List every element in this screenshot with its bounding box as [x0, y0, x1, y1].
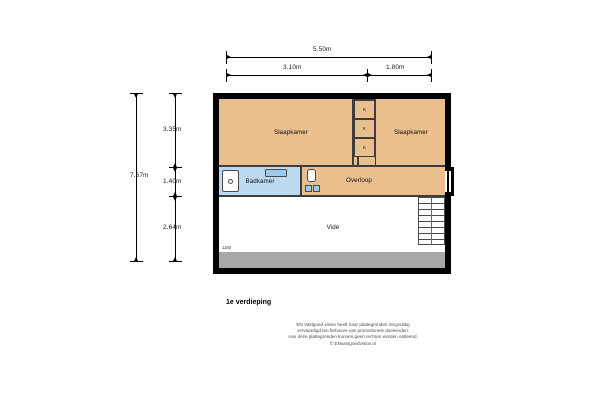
dimension-arrow	[134, 257, 138, 261]
dimension-arrow	[363, 73, 367, 77]
disclaimer-line-4: © ENvastgoedvision.nl	[329, 340, 377, 346]
dimension-arrow	[173, 94, 177, 98]
wall-left	[213, 93, 219, 274]
dimension-arrow	[173, 197, 177, 201]
floorplan-caption: 1e verdieping	[226, 299, 272, 306]
closet-label: K	[362, 126, 366, 131]
washbasin-fixture	[265, 169, 287, 177]
dimension-line-top-right	[367, 75, 431, 76]
dimension-arrow	[227, 73, 231, 77]
dimension-left-segment-3: 2.64m	[163, 224, 182, 231]
room-label-slaapkamer-right: Slaapkamer	[393, 129, 429, 136]
closet-3	[354, 138, 375, 157]
dimension-arrow	[427, 73, 431, 77]
partition-bedrooms-bottom	[219, 165, 445, 167]
dimension-arrow	[173, 168, 177, 172]
partition-overloop-bottom	[219, 195, 445, 197]
wall-bottom	[213, 268, 451, 274]
floorplan-drawing	[213, 93, 457, 274]
disclaimer-line-3: Aan deze plattegronden kunnen geen rechten worden ontleend.	[288, 334, 418, 340]
room-label-badkamer: Badkamer	[245, 178, 275, 185]
dimension-arrow	[173, 192, 177, 196]
disclaimer-block	[238, 322, 468, 347]
dimension-top-left-segment: 3.10m	[283, 64, 302, 71]
dimension-left-overall: 7.67m	[130, 172, 149, 179]
void-band	[219, 252, 445, 268]
wall-right-lower	[445, 196, 451, 274]
meter-cabinet-fixture	[313, 185, 320, 192]
window-right-outer-frame	[451, 167, 454, 196]
dimension-tick	[169, 261, 182, 262]
dimension-left-segment-2: 1.40m	[163, 178, 182, 185]
disclaimer-line-1: EN Vastgoed visien heeft haar plattegronden zorgvuldig	[296, 322, 410, 327]
room-label-slaapkamer-left: Slaapkamer	[273, 129, 309, 136]
window-right	[447, 171, 449, 192]
partition-closet-block-right	[375, 99, 377, 165]
closet-label: K	[362, 145, 366, 150]
dimension-line-top-left	[226, 75, 367, 76]
dimension-tick	[431, 51, 432, 64]
dimension-line-top-overall	[226, 57, 431, 58]
dimension-left-segment-1: 3.35m	[163, 126, 182, 133]
dimension-arrow	[173, 163, 177, 167]
dimension-arrow	[368, 73, 372, 77]
closet-label: K	[362, 107, 366, 112]
wall-top	[213, 93, 451, 99]
dimension-arrow	[173, 257, 177, 261]
closet-1	[354, 100, 375, 119]
dimension-arrow	[134, 94, 138, 98]
toilet-fixture	[307, 169, 316, 182]
dimension-top-right-segment: 1.80m	[386, 64, 405, 71]
dimension-arrow	[427, 55, 431, 59]
annotation-1160: 1160	[222, 245, 232, 250]
dimension-top-overall: 5.50m	[313, 46, 332, 53]
room-label-vide: Vide	[326, 224, 340, 231]
dimension-arrow	[227, 55, 231, 59]
dimension-tick	[431, 69, 432, 82]
disclaimer-line-2: vervaardigd ten behoeve van promotionele doeleinden.	[296, 328, 410, 334]
wall-right-upper	[445, 93, 451, 167]
radiator-fixture	[305, 185, 312, 192]
stair-stringer	[431, 197, 432, 245]
partition-badkamer-right	[300, 167, 302, 196]
closet-2	[354, 119, 375, 138]
room-label-overloop: Overloop	[346, 177, 372, 184]
dimension-tick	[130, 261, 143, 262]
